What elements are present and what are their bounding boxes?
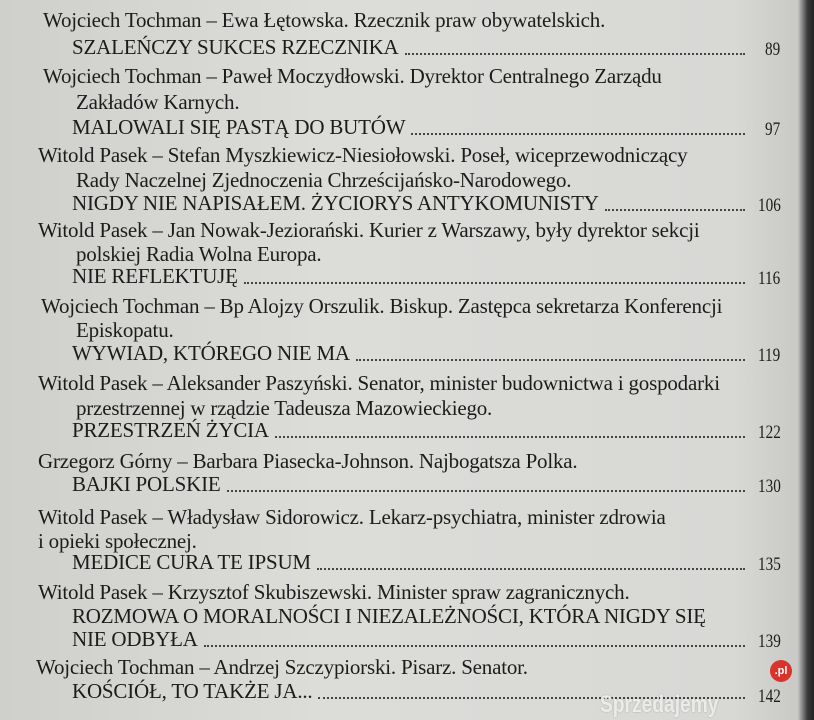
- entry-author-line: Grzegorz Górny – Barbara Piasecka-Johnson. Najbogatsza Polka.: [38, 449, 578, 473]
- dot-leader: [227, 472, 745, 492]
- page-number: 119: [758, 345, 781, 366]
- watermark-badge: .pl: [770, 660, 792, 682]
- entry-author-line: Rady Naczelnej Zjednoczenia Chrześcijańsko-Narodowego.: [76, 168, 572, 192]
- page-number: 106: [758, 195, 781, 216]
- entry-author-line: Witold Pasek – Jan Nowak-Jeziorański. Kurier z Warszawy, były dyrektor sekcji: [38, 218, 700, 242]
- entry-title: ROZMOWA O MORALNOŚCI I NIEZALEŻNOŚCI, KTÓRA NIGDY SIĘ: [72, 604, 706, 628]
- watermark-logo: Sprzedajemy: [600, 691, 719, 718]
- entry-title: SZALEŃCZY SUKCES RZECZNIKA: [72, 35, 399, 59]
- entry-author-line: Wojciech Tochman – Ewa Łętowska. Rzecznik praw obywatelskich.: [43, 8, 606, 32]
- dot-leader: [317, 550, 745, 570]
- entry-title: NIE ODBYŁA: [72, 627, 198, 651]
- entry-title: MEDICE CURA TE IPSUM: [72, 550, 311, 574]
- dot-leader: [405, 35, 745, 55]
- page-number: 116: [758, 268, 781, 289]
- page-number: 139: [758, 631, 781, 652]
- entry-author-line: Witold Pasek – Aleksander Paszyński. Senator, minister budownictwa i gospodarki: [38, 371, 720, 395]
- page-number: 122: [758, 422, 781, 443]
- entry-author-line: Wojciech Tochman – Bp Alojzy Orszulik. Biskup. Zastępca sekretarza Konferencji: [41, 294, 723, 318]
- dot-leader: [275, 418, 745, 438]
- entry-author-line: i opieki społecznej.: [38, 529, 197, 553]
- entry-title: KOŚCIÓŁ, TO TAKŻE JA...: [72, 679, 313, 703]
- dot-leader: [204, 627, 745, 647]
- entry-author-line: przestrzennej w rządzie Tadeusza Mazowieckiego.: [76, 396, 493, 420]
- entry-author-line: Witold Pasek – Stefan Myszkiewicz-Niesiołowski. Poseł, wiceprzewodniczący: [38, 143, 688, 167]
- entry-title: PRZESTRZEŃ ŻYCIA: [72, 418, 269, 442]
- page-number: 135: [758, 554, 781, 575]
- entry-author-line: Witold Pasek – Krzysztof Skubiszewski. Minister spraw zagranicznych.: [38, 580, 630, 604]
- dot-leader: [605, 191, 745, 211]
- page-number: 89: [765, 39, 781, 60]
- page-number: 142: [758, 686, 781, 707]
- dot-leader: [244, 264, 745, 284]
- entry-author-line: Witold Pasek – Władysław Sidorowicz. Lekarz-psychiatra, minister zdrowia: [38, 505, 666, 529]
- entry-author-line: Episkopatu.: [76, 318, 174, 342]
- entry-author-line: Wojciech Tochman – Andrzej Szczypiorski. Pisarz. Senator.: [36, 655, 528, 679]
- dot-leader: [411, 115, 745, 135]
- entry-title: BAJKI POLSKIE: [72, 472, 221, 496]
- dot-leader: [356, 341, 745, 361]
- entry-title: NIE REFLEKTUJĘ: [72, 264, 238, 288]
- entry-author-line: Zakładów Karnych.: [76, 90, 240, 114]
- page-number: 97: [765, 119, 781, 140]
- entry-title: WYWIAD, KTÓREGO NIE MA: [72, 341, 350, 365]
- page-number: 130: [758, 476, 781, 497]
- entry-author-line: polskiej Radia Wolna Europa.: [76, 242, 322, 266]
- entry-title: MALOWALI SIĘ PASTĄ DO BUTÓW: [72, 115, 406, 139]
- entry-author-line: Wojciech Tochman – Paweł Moczydłowski. Dyrektor Centralnego Zarządu: [43, 64, 662, 88]
- entry-title: NIGDY NIE NAPISAŁEM. ŻYCIORYS ANTYKOMUNISTY: [72, 191, 599, 215]
